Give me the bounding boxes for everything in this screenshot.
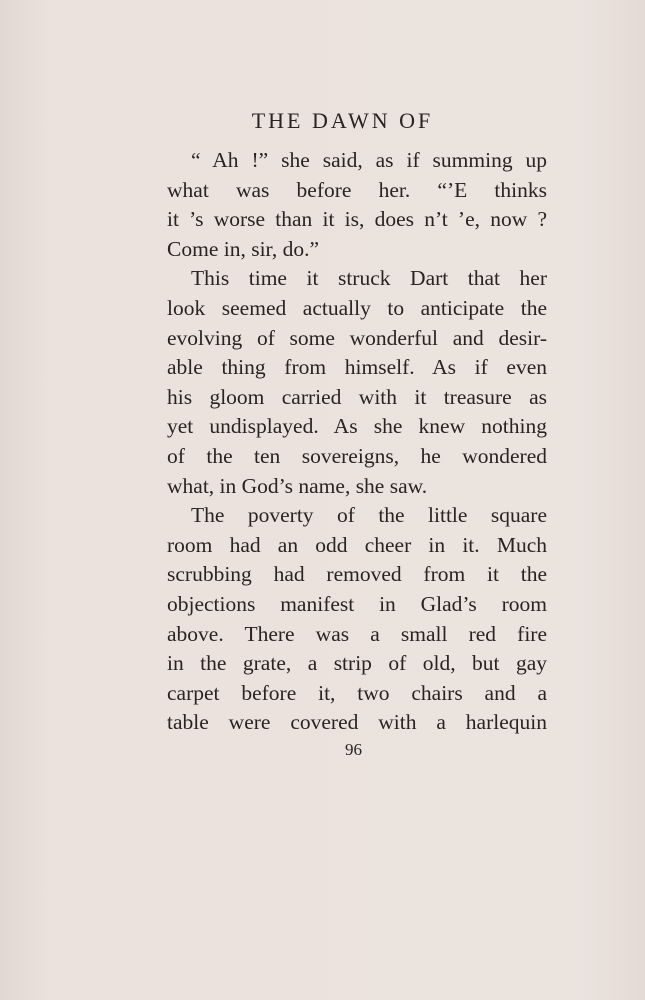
text-line: The poverty of the little square [191, 503, 547, 528]
text-line: Come in, sir, do.” [167, 236, 320, 261]
text-line: able thing from himself. As if even [167, 355, 547, 380]
text-line: of the ten sovereigns, he wondered [167, 443, 547, 468]
body-text [167, 146, 547, 738]
text-line: yet undisplayed. As she knew nothing [167, 414, 547, 439]
text-line: scrubbing had removed from it the [167, 562, 547, 587]
text-line: evolving of some wonderful and desir- [167, 325, 547, 350]
text-line: “ Ah !” she said, as if summing up [191, 148, 547, 172]
text-line: look seemed actually to anticipate the [167, 295, 547, 320]
running-head: THE DAWN OF [251, 108, 434, 133]
text-line: room had an odd cheer in it. Much [167, 532, 547, 557]
text-line: table were covered with a harlequin [167, 710, 547, 735]
text-line: what was before her. “’E thinks [167, 177, 547, 202]
text-line: his gloom carried with it treasure as [167, 384, 547, 409]
page-number: 96 [345, 740, 362, 759]
text-line: it ’s worse than it is, does n’t ’e, now ? [167, 207, 547, 232]
text-line: objections manifest in Glad’s room [167, 591, 547, 616]
text-line: in the grate, a strip of old, but gay [167, 651, 547, 676]
text-line: This time it struck Dart that her [191, 266, 547, 291]
text-line: carpet before it, two chairs and a [167, 680, 547, 705]
text-line: what, in God’s name, she saw. [167, 473, 428, 498]
text-line: above. There was a small red fire [167, 621, 547, 646]
